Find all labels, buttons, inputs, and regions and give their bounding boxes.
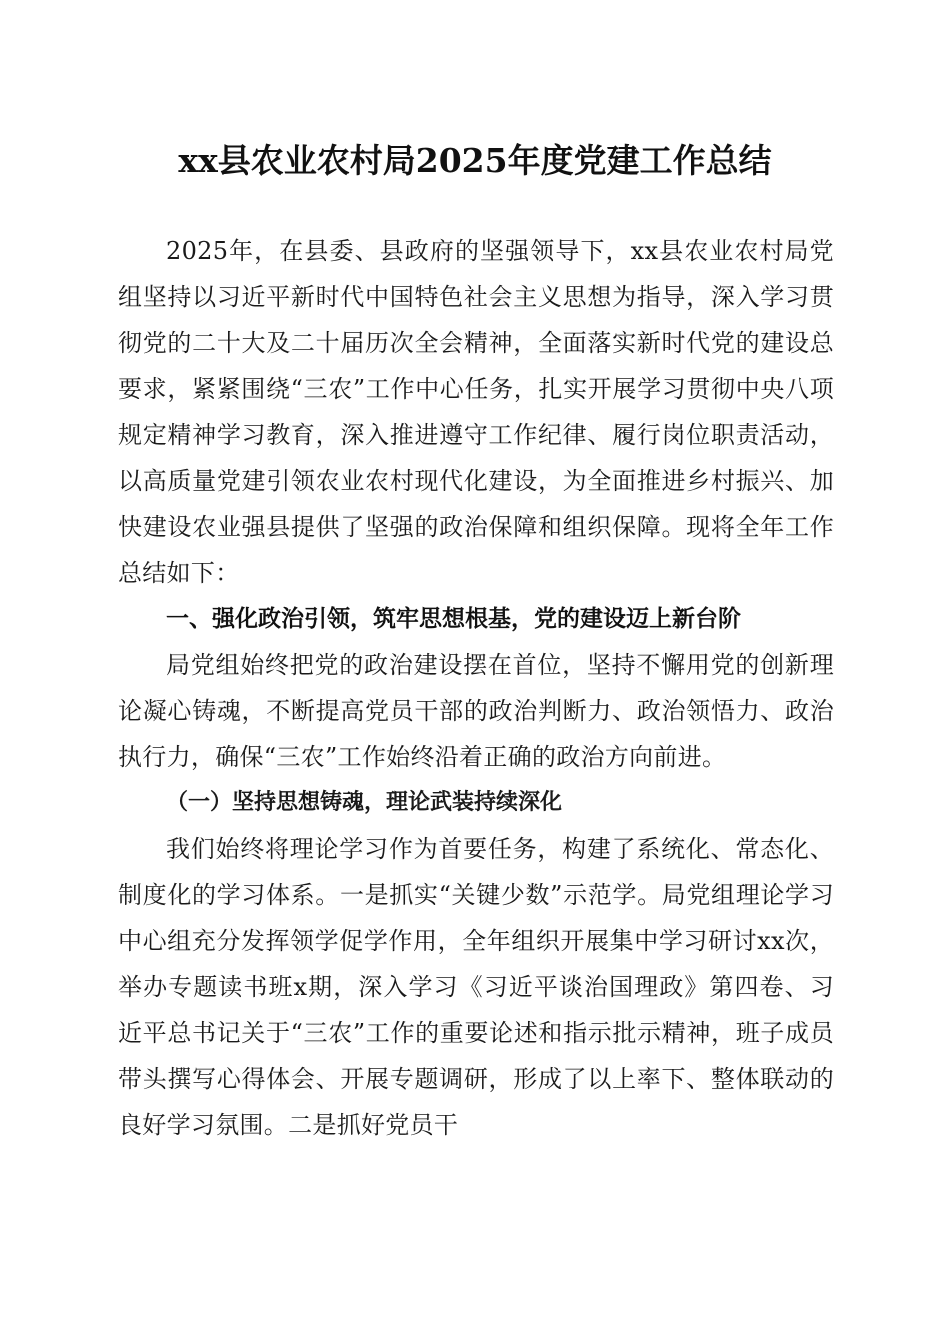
section-1-paragraph: 局党组始终把党的政治建设摆在首位，坚持不懈用党的创新理论凝心铸魂，不断提高党员干部的政治判断力、政治领悟力、政治执行力，确保“三农”工作始终沿着正确的政治方向前进。 <box>118 651 834 771</box>
document-title: xx县农业农村局2025年度党建工作总结 <box>178 141 772 180</box>
section-1-heading: 一、强化政治引领，筑牢思想根基，党的建设迈上新台阶 <box>166 606 741 632</box>
subsection-1-paragraph: 我们始终将理论学习作为首要任务，构建了系统化、常态化、制度化的学习体系。一是抓实“关键少数”示范学。局党组理论学习中心组充分发挥领学促学作用，全年组织开展集中学习研讨xx次，举办专题读书班x期，深入学习《习近平谈治国理政》第四卷、习近平总书记关于“三农”工作的重要论述和指示批示精神，班子成员带头撰写心得体会、开展专题调研，形成了以上率下、整体联动的良好学习氛围。二是抓好党员干 <box>118 835 834 1139</box>
subsection-1-heading: （一）坚持思想铸魂，理论武装持续深化 <box>166 790 563 815</box>
intro-paragraph: 2025年，在县委、县政府的坚强领导下，xx县农业农村局党组坚持以习近平新时代中国特色社会主义思想为指导，深入学习贯彻党的二十大及二十届历次全会精神，全面落实新时代党的建设总要求，紧紧围绕“三农”工作中心任务，扎实开展学习贯彻中央八项规定精神学习教育，深入推进遵守工作纪律、履行岗位职责活动，以高质量党建引领农业农村现代化建设，为全面推进乡村振兴、加快建设农业强县提供了坚强的政治保障和组织保障。现将全年工作总结如下： <box>118 237 834 587</box>
document-body <box>118 228 834 1148</box>
